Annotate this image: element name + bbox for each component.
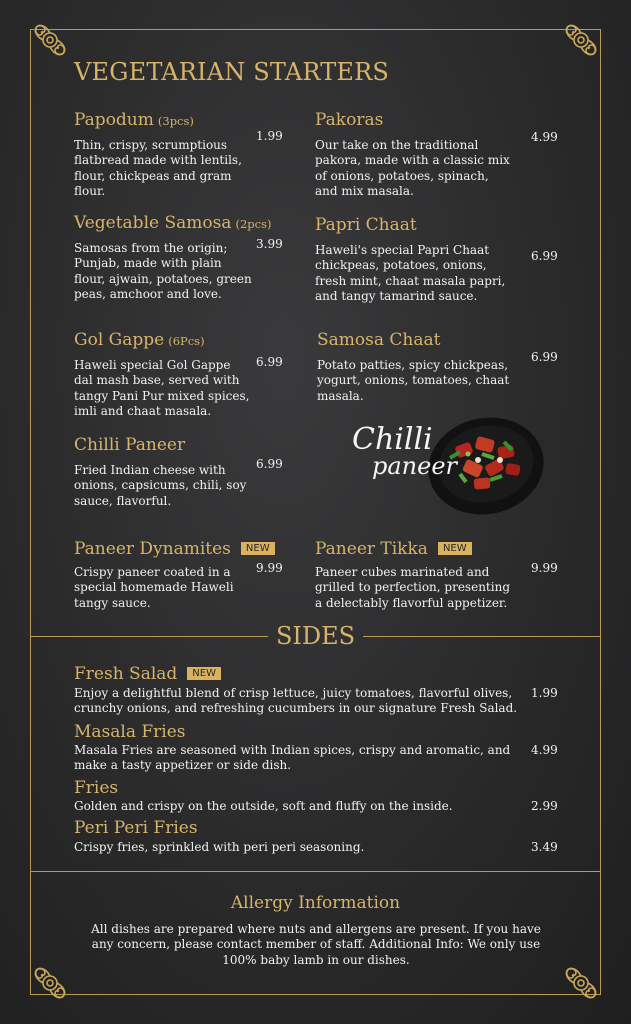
item-name: Vegetable Samosa bbox=[74, 213, 232, 233]
photo-caption-line-1: Chilli bbox=[352, 422, 433, 457]
item-price: 6.99 bbox=[256, 457, 283, 471]
item-price: 3.99 bbox=[256, 237, 283, 251]
item-description: Crispy fries, sprinkled with peri peri seasoning. bbox=[74, 840, 365, 854]
menu-item-chilli-paneer bbox=[74, 435, 252, 509]
new-badge: NEW bbox=[438, 542, 472, 555]
item-description: Samosas from the origin; Punjab, made with plain flour, ajwain, potatoes, green peas, amchoor and love. bbox=[74, 241, 252, 302]
item-description: Golden and crispy on the outside, soft and fluffy on the inside. bbox=[74, 799, 453, 813]
item-price: 9.99 bbox=[531, 561, 558, 575]
item-price: 1.99 bbox=[256, 129, 283, 143]
item-price: 1.99 bbox=[531, 686, 558, 700]
allergy-title: Allergy Information bbox=[230, 893, 401, 913]
menu-item-samosa-chaat bbox=[317, 330, 517, 404]
allergy-text: All dishes are prepared where nuts and allergens are present. If you have any concern, please contact member of staff. Additional Info: We only use 100% baby lamb in our dishes. bbox=[91, 922, 541, 967]
menu-item-papodum bbox=[74, 110, 250, 200]
ornament-corner-icon bbox=[559, 18, 603, 62]
item-name: Paneer Dynamites bbox=[74, 539, 231, 559]
item-qty: (3pcs) bbox=[157, 114, 194, 128]
item-description: Crispy paneer coated in a special homemade Haweli tangy sauce. bbox=[74, 565, 234, 610]
item-price: 6.99 bbox=[531, 350, 558, 364]
item-description: Paneer cubes marinated and grilled to perfection, presenting a delectably flavorful appetizer. bbox=[315, 565, 510, 610]
item-name: Fries bbox=[74, 778, 119, 798]
sides-title: SIDES bbox=[275, 622, 356, 650]
item-price: 6.99 bbox=[256, 355, 283, 369]
item-description: Masala Fries are seasoned with Indian spices, crispy and aromatic, and make a tasty appetizer or side dish. bbox=[74, 743, 511, 773]
item-name: Fresh Salad bbox=[74, 664, 178, 684]
menu-item-pakoras bbox=[315, 110, 515, 200]
item-description: Haweli's special Papri Chaat chickpeas, potatoes, onions, fresh mint, chaat masala papri, and tangy tamarind sauce. bbox=[315, 243, 506, 304]
item-name: Samosa Chaat bbox=[317, 330, 441, 350]
item-description: Thin, crispy, scrumptious flatbread made with lentils, flour, chickpeas and gram flour. bbox=[74, 138, 242, 199]
item-name: Masala Fries bbox=[74, 722, 186, 742]
item-description: Our take on the traditional pakora, made with a classic mix of onions, potatoes, spinach, and mix masala. bbox=[315, 138, 510, 199]
new-badge: NEW bbox=[241, 542, 275, 555]
item-price: 6.99 bbox=[531, 249, 558, 263]
side-item-fries bbox=[74, 778, 118, 798]
item-price: 2.99 bbox=[531, 799, 558, 813]
item-price: 4.99 bbox=[531, 130, 558, 144]
item-description: Haweli special Gol Gappe dal mash base, served with tangy Pani Pur mixed spices, imli and chaat masala. bbox=[74, 358, 250, 419]
item-qty: (6Pcs) bbox=[168, 334, 205, 348]
item-name: Papri Chaat bbox=[315, 215, 417, 235]
ornament-corner-icon bbox=[28, 961, 72, 1005]
item-description: Potato patties, spicy chickpeas, yogurt, onions, tomatoes, chaat masala. bbox=[317, 358, 510, 403]
ornament-corner-icon bbox=[28, 18, 72, 62]
item-description: Enjoy a delightful blend of crisp lettuce, juicy tomatoes, flavorful olives, crunchy onions, and refreshing cucumbers in our signature Fresh Salad. bbox=[74, 686, 518, 716]
menu-item-papri-chaat bbox=[315, 215, 515, 305]
item-price: 3.49 bbox=[531, 840, 558, 854]
item-name: Peri Peri Fries bbox=[74, 818, 198, 838]
divider-allergy bbox=[30, 871, 601, 872]
side-item-masala-fries bbox=[74, 722, 186, 742]
item-name: Pakoras bbox=[315, 110, 384, 130]
item-price: 4.99 bbox=[531, 743, 558, 757]
item-name: Chilli Paneer bbox=[74, 435, 186, 455]
section-title: VEGETARIAN STARTERS bbox=[74, 58, 390, 86]
item-description: Fried Indian cheese with onions, capsicums, chili, soy sauce, flavorful. bbox=[74, 463, 247, 508]
item-price: 9.99 bbox=[256, 561, 283, 575]
ornament-corner-icon bbox=[559, 961, 603, 1005]
side-item-peri-peri-fries bbox=[74, 818, 198, 838]
item-name: Gol Gappe bbox=[74, 330, 165, 350]
item-name: Paneer Tikka bbox=[315, 539, 428, 559]
menu-item-paneer-tikka bbox=[315, 539, 515, 611]
item-qty: (2pcs) bbox=[235, 217, 272, 231]
menu-item-gol-gappe bbox=[74, 330, 252, 420]
new-badge: NEW bbox=[187, 667, 221, 680]
side-item-fresh-salad bbox=[74, 664, 221, 684]
photo-caption-line-2: paneer bbox=[372, 452, 458, 480]
item-name: Papodum bbox=[74, 110, 154, 130]
